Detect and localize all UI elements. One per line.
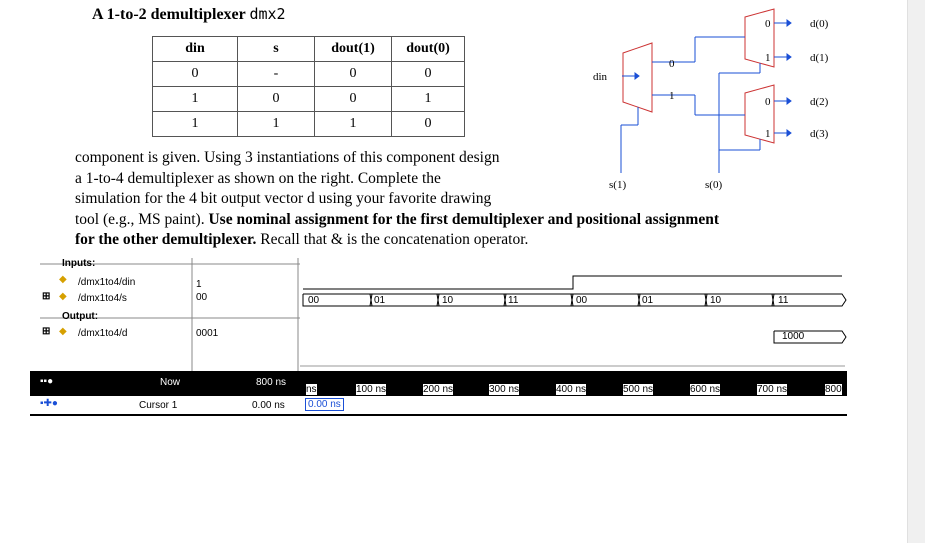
table-row <box>153 62 465 87</box>
cursor-label: Cursor 1 <box>139 400 178 411</box>
mux2-top-label: 0 <box>765 18 771 30</box>
page-scrollbar[interactable] <box>907 0 925 543</box>
para-text: Recall that & is the concatenation operator. <box>256 231 529 248</box>
s-segment-label: 01 <box>374 295 386 306</box>
select-label-s0: s(0) <box>705 179 723 191</box>
diagram-din-label: din <box>593 71 608 83</box>
para-bold-text: for the other demultiplexer. <box>75 231 257 248</box>
mux3-bottom-label: 1 <box>765 128 771 140</box>
component-name: dmx2 <box>249 5 286 23</box>
header-dout1: dout(1) <box>315 37 392 62</box>
tick-label: 700 ns <box>757 384 788 395</box>
para-line: simulation for the 4 bit output vector d using your favorite drawing <box>75 190 492 207</box>
output-label: d(0) <box>810 18 829 30</box>
header-dout0: dout(0) <box>392 37 465 62</box>
heading-text: A 1-to-2 demultiplexer <box>92 6 250 23</box>
din-waveform <box>303 276 842 289</box>
input-signal-icon: ◆ <box>59 291 67 302</box>
tick-label: 400 ns <box>556 384 587 395</box>
s-segment-label: 10 <box>710 295 722 306</box>
mux1-bottom-label: 1 <box>669 90 675 102</box>
heading <box>92 5 286 24</box>
para-line <box>75 210 835 231</box>
para-line: component is given. Using 3 instantiations of this component design <box>75 149 500 166</box>
table-cell: 0 <box>153 62 238 87</box>
table-row <box>153 87 465 112</box>
inputs-label: Inputs: <box>62 258 96 269</box>
signal-name-din[interactable]: /dmx1to4/din <box>78 277 136 288</box>
output-label: d(2) <box>810 96 829 108</box>
para-line <box>75 230 835 251</box>
start-time-label: ns <box>306 384 317 395</box>
expand-icon[interactable]: ⊞ <box>42 326 51 337</box>
table-cell: 1 <box>315 112 392 137</box>
output-label: d(3) <box>810 128 829 140</box>
input-signal-icon: ◆ <box>59 274 67 285</box>
tick-label: 200 ns <box>423 384 454 395</box>
mux3-top-label: 0 <box>765 96 771 108</box>
instructions-paragraph <box>75 148 835 251</box>
mux2-bottom-label: 1 <box>765 52 771 64</box>
s-segment-label: 10 <box>442 295 454 306</box>
s-segment-label: 11 <box>778 295 789 306</box>
table-cell: 1 <box>153 112 238 137</box>
table-cell: 0 <box>315 87 392 112</box>
cursor-icons[interactable]: ▪✚● <box>40 398 58 409</box>
table-cell: 0 <box>392 62 465 87</box>
header-s: s <box>238 37 315 62</box>
table-cell: 0 <box>315 62 392 87</box>
output-label: d(1) <box>810 52 829 64</box>
now-label: Now <box>160 377 181 388</box>
table-cell: 0 <box>238 87 315 112</box>
signal-value-s: 00 <box>196 292 208 303</box>
toolbar-icons[interactable]: ▪▪● <box>40 376 54 387</box>
table-cell: - <box>238 62 315 87</box>
mux1-top-label: 0 <box>669 58 675 70</box>
table-cell: 1 <box>392 87 465 112</box>
table-cell: 1 <box>238 112 315 137</box>
select-label-s1: s(1) <box>609 179 627 191</box>
s-segment-label: 00 <box>308 295 320 306</box>
tick-label: 500 ns <box>623 384 654 395</box>
para-line: a 1-to-4 demultiplexer as shown on the right. Complete the <box>75 169 441 187</box>
table-cell: 1 <box>153 87 238 112</box>
expand-icon[interactable]: ⊞ <box>42 291 51 302</box>
waveform-bottom-border <box>30 414 847 416</box>
signal-value-din: 1 <box>196 279 202 290</box>
d-segment-label: 1000 <box>782 331 805 342</box>
para-bold-text: Use nominal assignment for the first demultiplexer and positional assignment <box>208 210 719 228</box>
output-signal-icon: ◆ <box>59 326 67 337</box>
cursor-value: 0.00 ns <box>252 400 285 411</box>
signal-name-s[interactable]: /dmx1to4/s <box>78 293 127 304</box>
tick-label: 300 ns <box>489 384 520 395</box>
table-row <box>153 112 465 137</box>
now-value: 800 ns <box>256 377 287 388</box>
signal-name-d[interactable]: /dmx1to4/d <box>78 328 128 339</box>
signal-value-d: 0001 <box>196 328 219 339</box>
cursor-box[interactable]: 0.00 ns <box>305 398 344 411</box>
header-din: din <box>153 37 238 62</box>
s-segment-label: 00 <box>576 295 588 306</box>
s-segment-label: 01 <box>642 295 654 306</box>
truth-table <box>152 36 465 137</box>
tick-label: 800 <box>825 384 842 395</box>
table-header-row <box>153 37 465 62</box>
table-cell: 0 <box>392 112 465 137</box>
s-segment-label: 11 <box>508 295 519 306</box>
para-text: tool (e.g., MS paint). <box>75 210 209 228</box>
tick-label: 600 ns <box>690 384 721 395</box>
tick-label: 100 ns <box>356 384 387 395</box>
outputs-label: Output: <box>62 311 99 322</box>
